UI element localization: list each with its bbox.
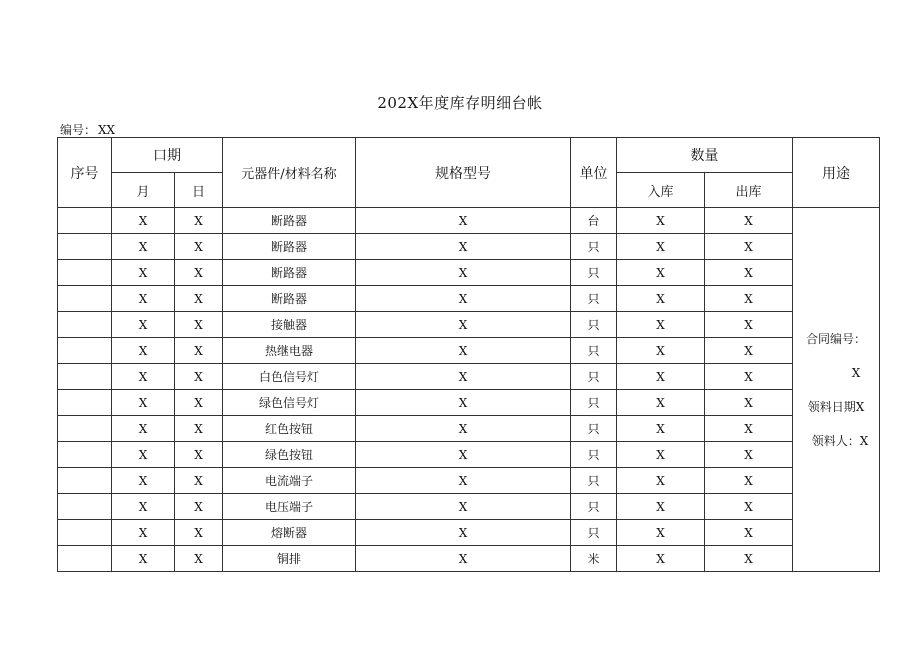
qty-in-cell: X	[617, 364, 705, 390]
spec-cell: X	[356, 468, 571, 494]
table-row	[58, 338, 880, 364]
day-cell: X	[175, 234, 223, 260]
unit-cell: 只	[571, 338, 617, 364]
item-name-cell: 电流端子	[223, 468, 356, 494]
unit-cell: 台	[571, 208, 617, 234]
header-usage: 用途	[793, 138, 880, 208]
qty-out-cell: X	[705, 234, 793, 260]
qty-out-cell: X	[705, 364, 793, 390]
qty-out-cell: X	[705, 286, 793, 312]
month-cell: X	[112, 494, 175, 520]
month-cell: X	[112, 208, 175, 234]
item-name-cell: 断路器	[223, 234, 356, 260]
seq-cell	[58, 546, 112, 572]
month-cell: X	[112, 390, 175, 416]
qty-out-cell: X	[705, 546, 793, 572]
spec-cell: X	[356, 390, 571, 416]
item-name-cell: 断路器	[223, 208, 356, 234]
table-row	[58, 442, 880, 468]
unit-cell: 只	[571, 442, 617, 468]
inventory-ledger-table	[57, 137, 880, 572]
unit-cell: 只	[571, 260, 617, 286]
unit-cell: 只	[571, 234, 617, 260]
header-date: 口期	[112, 138, 223, 173]
month-cell: X	[112, 338, 175, 364]
day-cell: X	[175, 546, 223, 572]
ledger-code-value: XX	[98, 123, 116, 137]
header-row-1	[58, 138, 880, 173]
table-row	[58, 546, 880, 572]
spec-cell: X	[356, 364, 571, 390]
unit-cell: 只	[571, 494, 617, 520]
seq-cell	[58, 234, 112, 260]
usage-cell	[793, 208, 880, 572]
spec-cell: X	[356, 546, 571, 572]
spec-cell: X	[356, 234, 571, 260]
spec-cell: X	[356, 312, 571, 338]
qty-in-cell: X	[617, 416, 705, 442]
table-row	[58, 260, 880, 286]
qty-out-cell: X	[705, 390, 793, 416]
day-cell: X	[175, 520, 223, 546]
day-cell: X	[175, 494, 223, 520]
spec-cell: X	[356, 338, 571, 364]
item-name-cell: 铜排	[223, 546, 356, 572]
spec-cell: X	[356, 442, 571, 468]
header-qty-in: 入库	[617, 173, 705, 208]
table-row	[58, 390, 880, 416]
item-name-cell: 接触器	[223, 312, 356, 338]
spec-cell: X	[356, 208, 571, 234]
qty-in-cell: X	[617, 312, 705, 338]
unit-cell: 米	[571, 546, 617, 572]
spec-cell: X	[356, 416, 571, 442]
month-cell: X	[112, 364, 175, 390]
table-row	[58, 312, 880, 338]
seq-cell	[58, 416, 112, 442]
header-qty: 数量	[617, 138, 793, 173]
header-day: 日	[175, 173, 223, 208]
spec-cell: X	[356, 520, 571, 546]
day-cell: X	[175, 364, 223, 390]
seq-cell	[58, 442, 112, 468]
header-qty-out: 出库	[705, 173, 793, 208]
day-cell: X	[175, 286, 223, 312]
spec-cell: X	[356, 286, 571, 312]
item-name-cell: 断路器	[223, 260, 356, 286]
ledger-code-label: 编号：	[60, 123, 97, 137]
qty-in-cell: X	[617, 208, 705, 234]
contract-number-value: X	[851, 365, 861, 380]
month-cell: X	[112, 546, 175, 572]
qty-out-cell: X	[705, 468, 793, 494]
contract-number-label: 合同编号：	[805, 331, 866, 346]
seq-cell	[58, 494, 112, 520]
month-cell: X	[112, 416, 175, 442]
day-cell: X	[175, 312, 223, 338]
qty-in-cell: X	[617, 260, 705, 286]
qty-in-cell: X	[617, 234, 705, 260]
document-title: 202X年度库存明细台帐	[377, 94, 543, 112]
seq-cell	[58, 390, 112, 416]
seq-cell	[58, 468, 112, 494]
table-row	[58, 234, 880, 260]
seq-cell	[58, 260, 112, 286]
unit-cell: 只	[571, 416, 617, 442]
unit-cell: 只	[571, 364, 617, 390]
spec-cell: X	[356, 260, 571, 286]
item-name-cell: 断路器	[223, 286, 356, 312]
table-row	[58, 416, 880, 442]
qty-in-cell: X	[617, 338, 705, 364]
item-name-cell: 绿色信号灯	[223, 390, 356, 416]
qty-in-cell: X	[617, 442, 705, 468]
day-cell: X	[175, 260, 223, 286]
unit-cell: 只	[571, 520, 617, 546]
day-cell: X	[175, 208, 223, 234]
seq-cell	[58, 208, 112, 234]
seq-cell	[58, 338, 112, 364]
month-cell: X	[112, 286, 175, 312]
item-name-cell: 熔断器	[223, 520, 356, 546]
table-row	[58, 494, 880, 520]
month-cell: X	[112, 260, 175, 286]
picker-text: 领料人：X	[811, 433, 869, 448]
month-cell: X	[112, 312, 175, 338]
table-row	[58, 364, 880, 390]
qty-out-cell: X	[705, 260, 793, 286]
month-cell: X	[112, 520, 175, 546]
header-spec: 规格型号	[356, 138, 571, 208]
header-name: 元器件/材料名称	[223, 138, 356, 208]
table-row	[58, 468, 880, 494]
seq-cell	[58, 286, 112, 312]
day-cell: X	[175, 468, 223, 494]
qty-in-cell: X	[617, 390, 705, 416]
seq-cell	[58, 312, 112, 338]
day-cell: X	[175, 442, 223, 468]
seq-cell	[58, 364, 112, 390]
qty-out-cell: X	[705, 442, 793, 468]
month-cell: X	[112, 442, 175, 468]
day-cell: X	[175, 338, 223, 364]
qty-in-cell: X	[617, 494, 705, 520]
month-cell: X	[112, 234, 175, 260]
header-seq: 序号	[58, 138, 112, 208]
qty-out-cell: X	[705, 312, 793, 338]
unit-cell: 只	[571, 390, 617, 416]
qty-out-cell: X	[705, 338, 793, 364]
day-cell: X	[175, 416, 223, 442]
qty-in-cell: X	[617, 468, 705, 494]
item-name-cell: 红色按钮	[223, 416, 356, 442]
spec-cell: X	[356, 494, 571, 520]
header-unit: 单位	[571, 138, 617, 208]
table-row	[58, 286, 880, 312]
ledger-code	[60, 121, 117, 138]
header-month: 月	[112, 173, 175, 208]
unit-cell: 只	[571, 312, 617, 338]
qty-in-cell: X	[617, 520, 705, 546]
month-cell: X	[112, 468, 175, 494]
qty-in-cell: X	[617, 286, 705, 312]
unit-cell: 只	[571, 468, 617, 494]
qty-in-cell: X	[617, 546, 705, 572]
qty-out-cell: X	[705, 208, 793, 234]
qty-out-cell: X	[705, 520, 793, 546]
seq-cell	[58, 520, 112, 546]
table-row	[58, 520, 880, 546]
pick-date-text: 领料日期X	[807, 399, 865, 414]
item-name-cell: 绿色按钮	[223, 442, 356, 468]
qty-out-cell: X	[705, 494, 793, 520]
day-cell: X	[175, 390, 223, 416]
item-name-cell: 热继电器	[223, 338, 356, 364]
qty-out-cell: X	[705, 416, 793, 442]
item-name-cell: 电压端子	[223, 494, 356, 520]
table-row	[58, 208, 880, 234]
unit-cell: 只	[571, 286, 617, 312]
item-name-cell: 白色信号灯	[223, 364, 356, 390]
